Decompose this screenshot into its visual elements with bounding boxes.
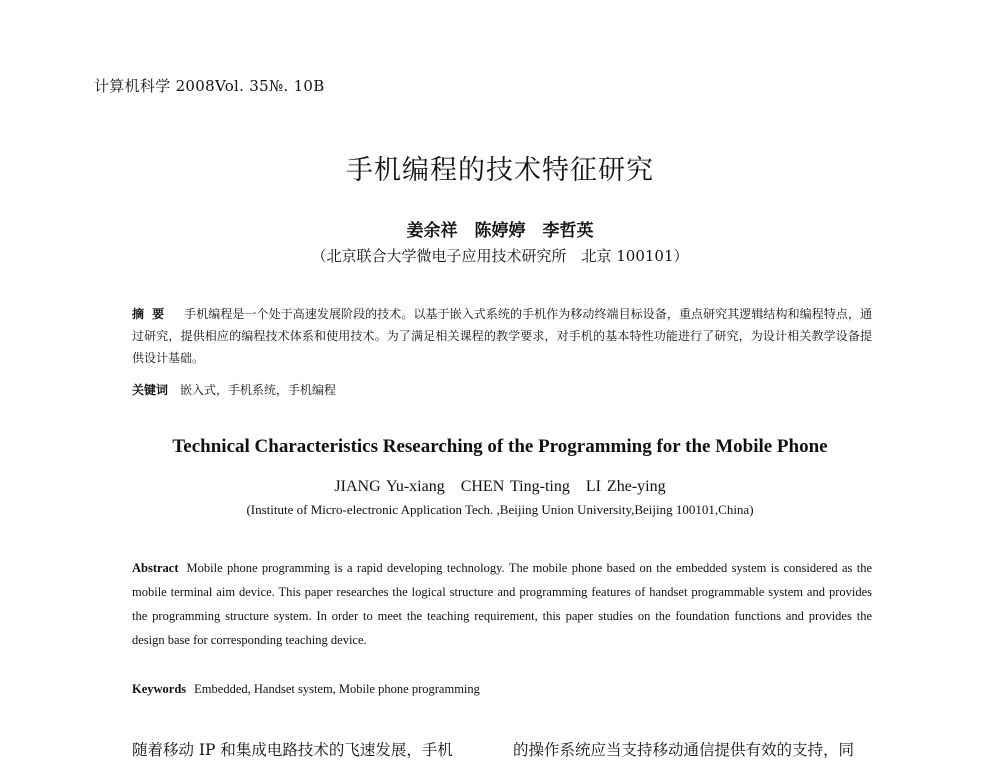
abstract-chinese-text: 手机编程是一个处于高速发展阶段的技术。以基于嵌入式系统的手机作为移动终端目标设备，重点研究其逻辑结构和编程特点，通过研究，提供相应的编程技术体系和使用技术。为了满足相关课程的教学要求，对手机的基本特性功能进行了研究，为设计相关教学设备提供设计基础。 [132, 307, 872, 365]
abstract-chinese-label: 摘要 [132, 307, 173, 321]
title-english: Technical Characteristics Researching of the Programming for the Mobile Phone [172, 436, 828, 457]
body-text-left-column: 随着移动 IP 和集成电路技术的飞速发展，手机 [132, 741, 453, 759]
abstract-english-text: Mobile phone programming is a rapid developing technology. The mobile phone based on the embedded system is considered as the mobile terminal aim device. This paper researches the logical structure and programming features of handset programmable system and provides the programming structure system. In order to meet the teaching requirement, this paper studies on the foundation functions and provides the design base for corresponding teaching device. [132, 561, 872, 647]
body-text-right-column: 的操作系统应当支持移动通信提供有效的支持，同 [513, 741, 855, 759]
keywords-chinese [132, 380, 872, 400]
authors-english: JIANG Yu-xiang CHEN Ting-ting LI Zhe-ying [334, 478, 666, 495]
keywords-english-text: Embedded, Handset system, Mobile phone programming [194, 682, 480, 696]
keywords-chinese-label: 关键词 [132, 383, 169, 397]
abstract-english-label: Abstract [132, 561, 179, 575]
abstract-chinese [132, 303, 872, 369]
keywords-english [132, 682, 872, 697]
title-chinese: 手机编程的技术特征研究 [346, 155, 654, 186]
affiliation-chinese: （北京联合大学微电子应用技术研究所 北京 100101） [311, 247, 689, 265]
keywords-english-label: Keywords [132, 682, 187, 696]
authors-chinese: 姜余祥 陈婷婷 李哲英 [406, 221, 594, 241]
journal-header: 计算机科学 2008Vol. 35№. 10B [94, 77, 325, 95]
keywords-chinese-text: 嵌入式，手机系统，手机编程 [180, 383, 337, 397]
abstract-english [132, 556, 872, 652]
affiliation-english: (Institute of Micro-electronic Application Tech. ,Beijing Union University,Beijing 100101,China) [246, 502, 754, 517]
